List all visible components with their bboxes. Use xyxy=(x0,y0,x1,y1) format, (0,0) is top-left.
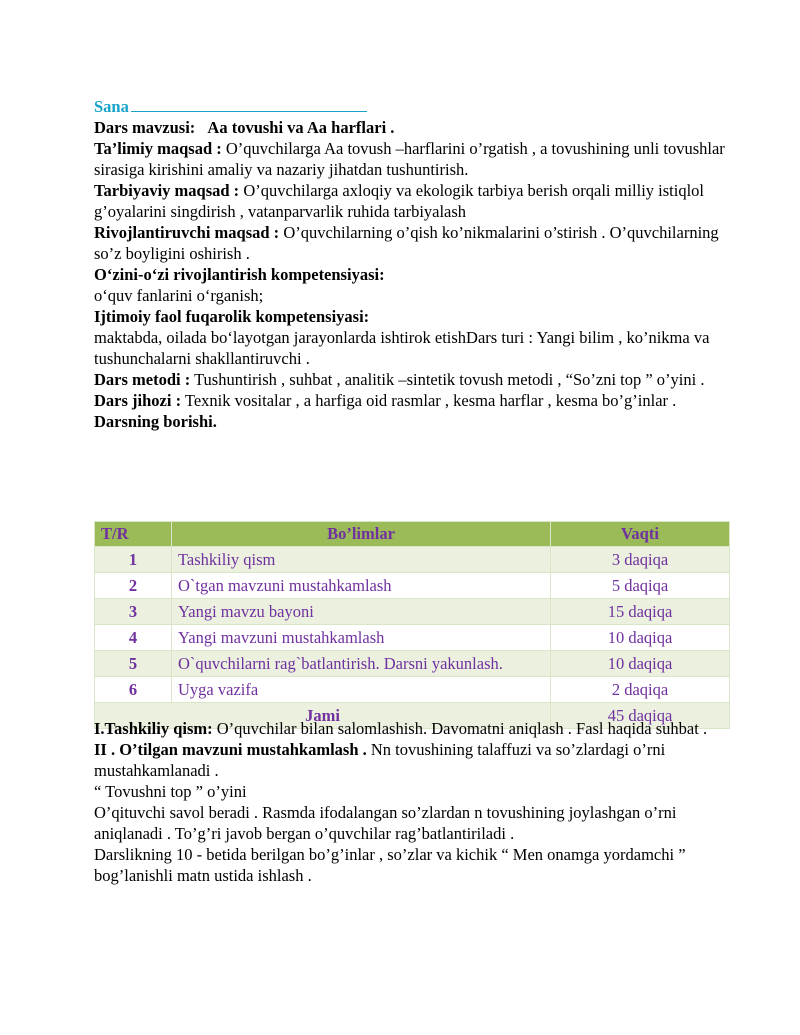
developmental-goal-label: Rivojlantiruvchi maqsad : xyxy=(94,223,280,242)
equipment-label: Dars jihozi : xyxy=(94,391,182,410)
developmental-goal-text: O’quvchilarning o’qish ko’nikmalarini o’stirish . O’quvchilarning so’z boyligini oshirish . xyxy=(94,223,719,263)
row-time: 2 daqiqa xyxy=(551,677,730,703)
developmental-goal xyxy=(94,222,734,264)
textbook-task: Darslikning 10 - betida berilgan bo’g’inlar , so’zlar va kichik “ Men onamga yordamchi ” bog’lanishli matn ustida ishlash . xyxy=(94,845,686,885)
civic-heading xyxy=(94,306,734,327)
organizational-label: I.Tashkiliy qism: xyxy=(94,719,213,738)
row-time: 5 daqiqa xyxy=(551,573,730,599)
equipment-line xyxy=(94,390,734,411)
equipment-text: Texnik vositalar , a harfiga oid rasmlar , kesma harflar , kesma bo’g’inlar . xyxy=(184,391,677,410)
row-time: 10 daqiqa xyxy=(551,651,730,677)
total-time: 45 daqiqa xyxy=(551,703,730,729)
row-time: 15 daqiqa xyxy=(551,599,730,625)
table-row xyxy=(95,677,730,703)
upbringing-goal xyxy=(94,180,734,222)
lesson-plan-table xyxy=(94,521,730,729)
date-line xyxy=(94,94,734,117)
method-text: Tushuntirish , suhbat , analitik –sintetik tovush metodi , “So’zni top ” o’yini . xyxy=(194,370,705,389)
lesson-body xyxy=(94,718,734,886)
self-development-label: O‘zini-o‘zi rivojlantirish kompetensiyasi: xyxy=(94,265,385,284)
reinforcement-label: II . O’tilgan mavzuni mustahkamlash . xyxy=(94,740,367,759)
reinforcement-part xyxy=(94,739,734,781)
row-no: 1 xyxy=(95,547,172,573)
row-no: 5 xyxy=(95,651,172,677)
row-no: 6 xyxy=(95,677,172,703)
date-label: Sana xyxy=(94,97,129,116)
row-title: Yangi mavzu bayoni xyxy=(172,599,551,625)
header-time: Vaqti xyxy=(551,522,730,547)
self-development-heading xyxy=(94,264,734,285)
row-title: Yangi mavzuni mustahkamlash xyxy=(172,625,551,651)
reinforcement-text: Nn tovushining talaffuzi va so’zlardagi o’rni mustahkamlanadi . xyxy=(94,740,666,780)
lesson-header xyxy=(94,94,734,432)
header-sections: Bo’limlar xyxy=(172,522,551,547)
teacher-question: O’qituvchi savol beradi . Rasmda ifodalangan so’zlardan n tovushining joylashgan o’rni aniqlanadi . To’g’ri javob bergan o’quvchilar rag’batlantiriladi . xyxy=(94,803,677,843)
row-no: 3 xyxy=(95,599,172,625)
row-no: 2 xyxy=(95,573,172,599)
lesson-progress-label: Darsning borishi. xyxy=(94,412,217,431)
game-title: “ Tovushni top ” o’yini xyxy=(94,782,247,801)
table-row xyxy=(95,599,730,625)
row-title: O`tgan mavzuni mustahkamlash xyxy=(172,573,551,599)
header-no: T/R xyxy=(95,522,172,547)
method-label: Dars metodi : xyxy=(94,370,191,389)
educational-goal-label: Ta’limiy maqsad : xyxy=(94,139,222,158)
table-header-row xyxy=(95,522,730,547)
educational-goal xyxy=(94,138,734,180)
topic-label: Dars mavzusi: xyxy=(94,118,196,137)
row-time: 10 daqiqa xyxy=(551,625,730,651)
row-title: Tashkiliy qism xyxy=(172,547,551,573)
total-label: Jami xyxy=(95,703,551,729)
organizational-text: O’quvchilar bilan salomlashish. Davomatni aniqlash . Fasl haqida suhbat . xyxy=(216,719,708,738)
self-development-text: o‘quv fanlarini o‘rganish; xyxy=(94,286,264,305)
civic-label: Ijtimoiy faol fuqarolik kompetensiyasi: xyxy=(94,307,370,326)
upbringing-goal-label: Tarbiyaviy maqsad : xyxy=(94,181,240,200)
row-time: 3 daqiqa xyxy=(551,547,730,573)
table-row xyxy=(95,547,730,573)
organizational-part xyxy=(94,718,734,739)
row-title: O`quvchilarni rag`batlantirish. Darsni yakunlash. xyxy=(172,651,551,677)
row-no: 4 xyxy=(95,625,172,651)
lesson-progress-heading xyxy=(94,411,734,432)
table-row xyxy=(95,625,730,651)
educational-goal-text: O’quvchilarga Aa tovush –harflarini o’rgatish , a tovushining unli tovushlar sirasiga kirishini amaliy va nazariy jihatdan tushuntirish. xyxy=(94,139,725,179)
row-title: Uyga vazifa xyxy=(172,677,551,703)
topic-line xyxy=(94,117,734,138)
civic-text: maktabda, oilada bo‘layotgan jarayonlarda ishtirok etishDars turi : Yangi bilim , ko’nikma va tushunchalarni shakllantiruvchi . xyxy=(94,328,710,368)
table-row xyxy=(95,573,730,599)
upbringing-goal-text: O’quvchilarga axloqiy va ekologik tarbiya berish orqali milliy istiqlol g’oyalarini singdirish , vatanparvarlik ruhida tarbiyalash xyxy=(94,181,704,221)
method-line xyxy=(94,369,734,390)
topic-value: Aa tovushi va Aa harflari . xyxy=(207,118,395,137)
table-row xyxy=(95,651,730,677)
date-blank xyxy=(131,94,367,112)
